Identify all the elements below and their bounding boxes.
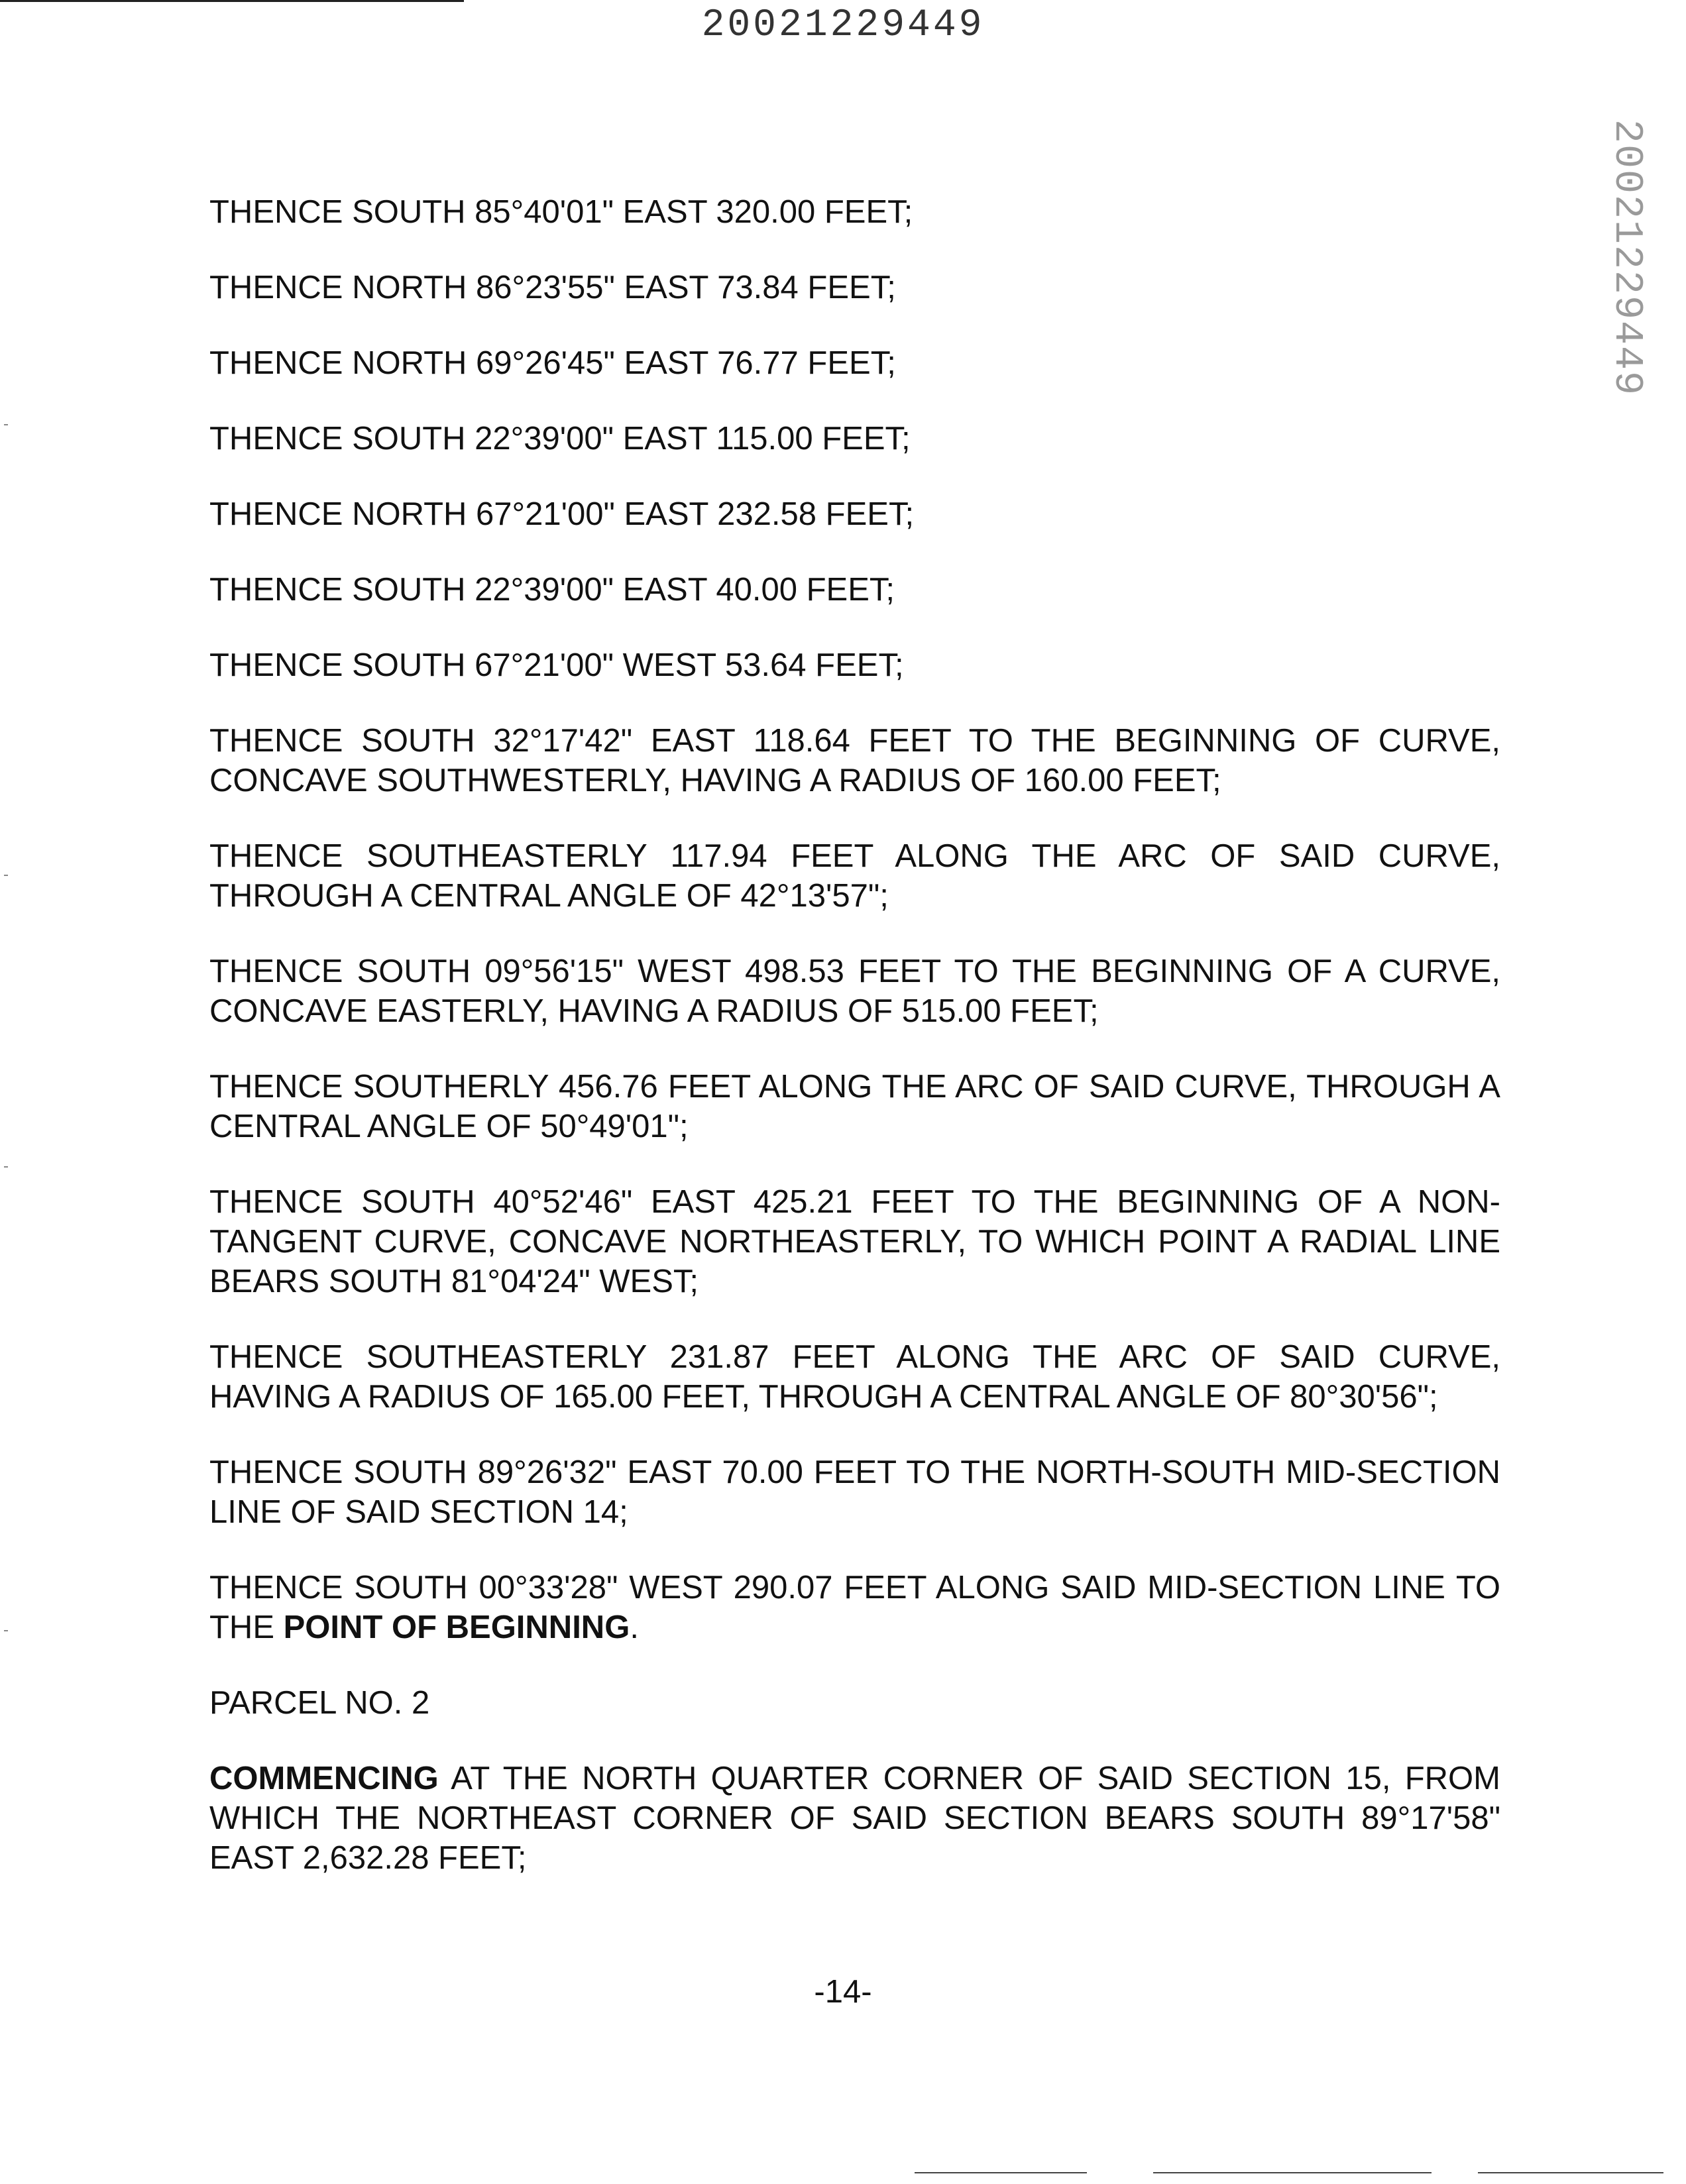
course-paragraph: THENCE SOUTHEASTERLY 117.94 FEET ALONG THE ARC OF SAID CURVE, THROUGH A CENTRAL ANGLE OF 42°13'57"; [209, 838, 1500, 914]
point-of-beginning: POINT OF BEGINNING [283, 1610, 630, 1645]
course-paragraph: THENCE SOUTH 22°39'00" EAST 115.00 FEET; [209, 421, 911, 457]
final-course-lead: THENCE SOUTH 00°33'28" WEST 290.07 FEET ALONG SAID MID-SECTION LINE TO THE [209, 1570, 1500, 1645]
side-stamp-number: 20021229449 [1604, 119, 1649, 397]
course-paragraph: THENCE NORTH 86°23'55" EAST 73.84 FEET; [209, 270, 896, 305]
commencing-text: AT THE NORTH QUARTER CORNER OF SAID SECTION 15, FROM WHICH THE NORTHEAST CORNER OF SAID SECTION BEARS SOUTH 89°17'58" EAST 2,632.28 FEET; [209, 1761, 1500, 1876]
course-paragraph: THENCE SOUTH 09°56'15" WEST 498.53 FEET TO THE BEGINNING OF A CURVE, CONCAVE EASTERLY, HAVING A RADIUS OF 515.00 FEET; [209, 954, 1500, 1029]
final-course-paragraph [209, 1568, 1500, 1647]
margin-mark [4, 1166, 8, 1168]
course-paragraph: THENCE SOUTH 67°21'00" WEST 53.64 FEET; [209, 647, 904, 683]
bottom-rule [1153, 2172, 1432, 2173]
course-paragraph: THENCE SOUTH 22°39'00" EAST 40.00 FEET; [209, 572, 895, 608]
margin-mark [4, 424, 8, 425]
document-number: 20021229449 [701, 4, 985, 47]
margin-mark [4, 875, 8, 876]
page-number: -14- [814, 1974, 872, 2010]
course-paragraph: THENCE NORTH 69°26'45" EAST 76.77 FEET; [209, 345, 896, 381]
course-paragraph: THENCE SOUTH 85°40'01" EAST 320.00 FEET; [209, 194, 913, 230]
course-paragraph: THENCE NORTH 67°21'00" EAST 232.58 FEET; [209, 496, 915, 532]
bottom-rule [1478, 2172, 1663, 2173]
course-paragraph: THENCE SOUTHERLY 456.76 FEET ALONG THE ARC OF SAID CURVE, THROUGH A CENTRAL ANGLE OF 50°49'01"; [209, 1069, 1500, 1144]
course-paragraph: THENCE SOUTH 89°26'32" EAST 70.00 FEET TO THE NORTH-SOUTH MID-SECTION LINE OF SAID SECTION 14; [209, 1454, 1500, 1530]
course-paragraph: THENCE SOUTH 32°17'42" EAST 118.64 FEET TO THE BEGINNING OF CURVE, CONCAVE SOUTHWESTERLY, HAVING A RADIUS OF 160.00 FEET; [209, 723, 1500, 798]
final-course-trail: . [630, 1610, 639, 1645]
bottom-rule [915, 2172, 1087, 2173]
margin-mark [4, 1630, 8, 1631]
parcel-heading: PARCEL NO. 2 [209, 1685, 430, 1721]
commencing-paragraph [209, 1759, 1500, 1878]
course-paragraph: THENCE SOUTH 40°52'46" EAST 425.21 FEET TO THE BEGINNING OF A NON-TANGENT CURVE, CONCAVE NORTHEASTERLY, TO WHICH POINT A RADIAL LINE BEARS SOUTH 81°04'24" WEST; [209, 1184, 1500, 1299]
commencing-label: COMMENCING [209, 1761, 439, 1796]
course-paragraph: THENCE SOUTHEASTERLY 231.87 FEET ALONG THE ARC OF SAID CURVE, HAVING A RADIUS OF 165.00 FEET, THROUGH A CENTRAL ANGLE OF 80°30'56"; [209, 1339, 1500, 1415]
top-rule [0, 0, 464, 2]
legal-description [209, 192, 1500, 1914]
